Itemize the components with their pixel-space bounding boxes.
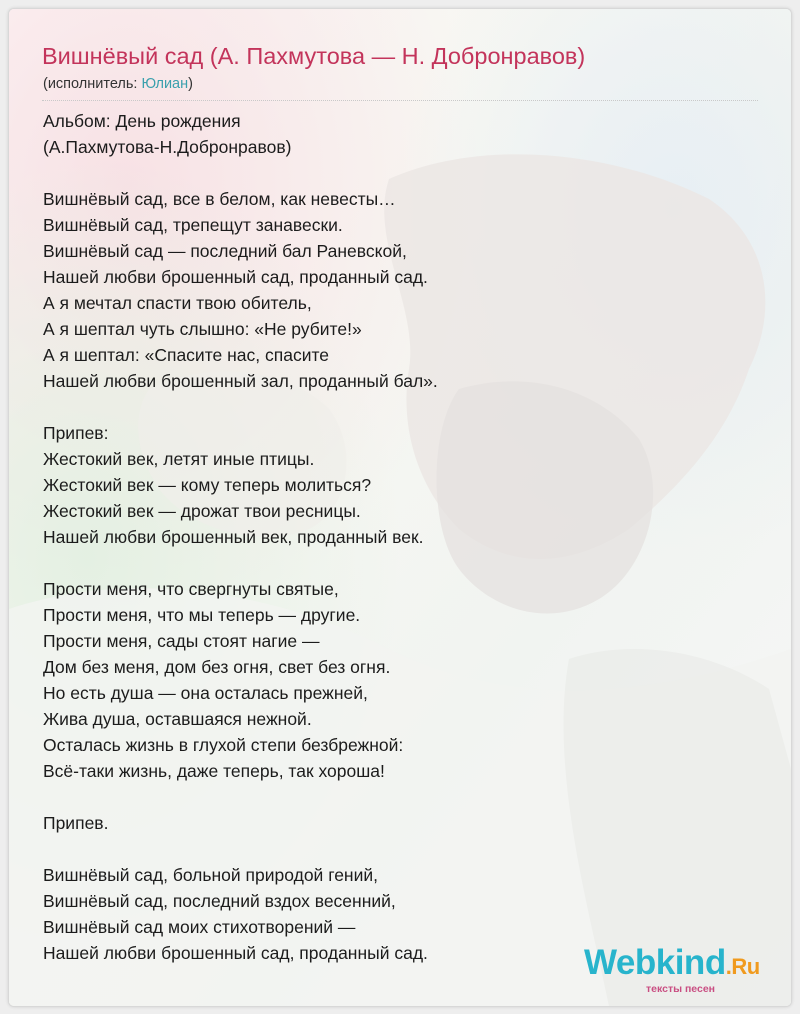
lyric-line: (А.Пахмутова-Н.Добронравов): [43, 137, 292, 157]
performer-link[interactable]: Юлиан: [141, 76, 189, 92]
stanza-gap: [43, 394, 763, 420]
lyric-line: Жестокий век, летят иные птицы.: [43, 449, 315, 469]
lyrics-card: [8, 8, 792, 1007]
stanza-gap: [43, 160, 763, 186]
lyric-line: Всё-таки жизнь, даже теперь, так хороша!: [43, 761, 385, 781]
title-divider: [42, 100, 758, 101]
lyric-line: Припев.: [43, 813, 109, 833]
lyric-line: Вишнёвый сад, больной природой гений,: [43, 865, 379, 885]
lyric-line: Нашей любви брошенный век, проданный век.: [43, 527, 424, 547]
lyric-line: А я шептал чуть слышно: «Не рубите!»: [43, 319, 362, 339]
lyrics-text: [43, 108, 763, 966]
performer-prefix: (исполнитель:: [43, 76, 142, 92]
performer-suffix: ): [188, 76, 193, 92]
lyric-line: Прости меня, что свергнуты святые,: [43, 579, 339, 599]
logo-name: Webkind: [584, 943, 726, 982]
lyric-line: Жива душа, оставшаяся нежной.: [43, 709, 312, 729]
lyric-line: А я мечтал спасти твою обитель,: [43, 293, 312, 313]
lyric-line: Альбом: День рождения: [43, 111, 241, 131]
lyric-line: Дом без меня, дом без огня, свет без огня.: [43, 657, 391, 677]
lyric-line: Вишнёвый сад, последний вздох весенний,: [43, 891, 396, 911]
lyric-line: Нашей любви брошенный сад, проданный сад.: [43, 943, 428, 963]
lyric-line: Но есть душа — она осталась прежней,: [43, 683, 368, 703]
lyric-line: Вишнёвый сад, трепещут занавески.: [43, 215, 343, 235]
stanza-gap: [43, 550, 763, 576]
lyric-line: Припев:: [43, 423, 109, 443]
logo-wordmark: [584, 943, 760, 983]
song-title: Вишнёвый сад (А. Пахмутова — Н. Добронравов): [42, 43, 586, 69]
lyric-line: Вишнёвый сад — последний бал Раневской,: [43, 241, 407, 261]
lyric-line: Нашей любви брошенный сад, проданный сад.: [43, 267, 428, 287]
stanza-gap: [43, 784, 763, 810]
logo-tagline: тексты песен: [646, 983, 716, 995]
webkind-logo[interactable]: [584, 943, 784, 999]
lyric-line: А я шептал: «Спасите нас, спасите: [43, 345, 330, 365]
lyric-line: Вишнёвый сад моих стихотворений —: [43, 917, 356, 937]
lyric-line: Прости меня, сады стоят нагие —: [43, 631, 320, 651]
lyric-line: Прости меня, что мы теперь — другие.: [43, 605, 361, 625]
lyric-line: Жестокий век — дрожат твои ресницы.: [43, 501, 361, 521]
lyric-line: Нашей любви брошенный зал, проданный бал».: [43, 371, 438, 391]
performer-line: [43, 76, 193, 92]
stanza-gap: [43, 836, 763, 862]
lyric-line: Осталась жизнь в глухой степи безбрежной:: [43, 735, 404, 755]
lyric-line: Жестокий век — кому теперь молиться?: [43, 475, 372, 495]
logo-tld: .Ru: [725, 954, 760, 979]
lyric-line: Вишнёвый сад, все в белом, как невесты…: [43, 189, 396, 209]
